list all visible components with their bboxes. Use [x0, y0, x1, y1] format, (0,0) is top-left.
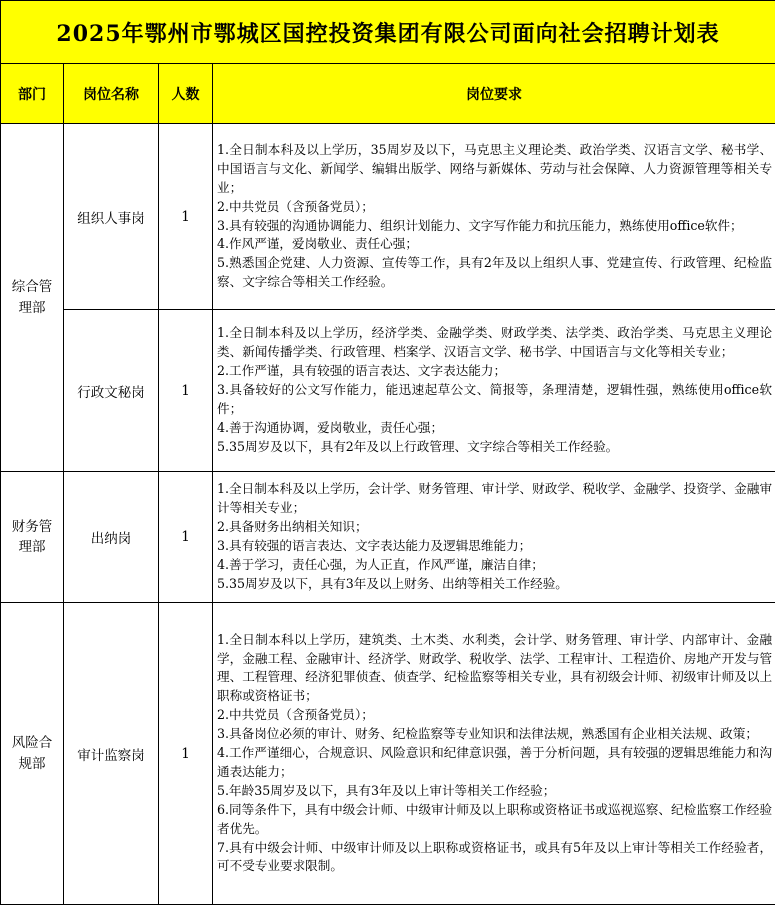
position-cell: 审计监察岗 [64, 603, 159, 905]
requirement-line: 3.具备较好的公文写作能力，能迅速起草公文、简报等，条理清楚，逻辑性强，熟练使用office软件； [217, 381, 772, 419]
dept-cell-risk: 风险合规部 [1, 603, 64, 905]
requirements-cell [213, 124, 775, 310]
requirement-line: 2.中共党员（含预备党员）； [217, 198, 772, 217]
header-count: 人数 [159, 64, 213, 124]
table-row [1, 124, 775, 310]
count-cell: 1 [159, 310, 213, 472]
count-cell: 1 [159, 124, 213, 310]
requirement-line: 5.年龄35周岁及以下，具有3年及以上审计等相关工作经验； [217, 782, 772, 801]
header-row [1, 64, 775, 124]
requirement-line: 3.具备岗位必须的审计、财务、纪检监察等专业知识和法律法规，熟悉国有企业相关法规、政策； [217, 725, 772, 744]
requirement-line: 5.熟悉国企党建、人力资源、宣传等工作，具有2年及以上组织人事、党建宣传、行政管理、纪检监察、文字综合等相关工作经验。 [217, 254, 772, 292]
requirement-line: 3.具有较强的沟通协调能力、组织计划能力、文字写作能力和抗压能力，熟练使用office软件； [217, 217, 772, 236]
requirements-cell [213, 603, 775, 905]
requirement-line: 4.工作严谨细心，合规意识、风险意识和纪律意识强，善于分析问题，具有较强的逻辑思维能力和沟通表达能力； [217, 744, 772, 782]
dept-cell-finance: 财务管理部 [1, 472, 64, 603]
requirement-line: 1.全日制本科及以上学历，经济学类、金融学类、财政学类、法学类、政治学类、马克思主义理论类、新闻传播学类、行政管理、档案学、汉语言文学、秘书学、中国语言与文化等相关专业； [217, 324, 772, 362]
header-position: 岗位名称 [64, 64, 159, 124]
header-dept: 部门 [1, 64, 64, 124]
requirement-line: 4.作风严谨，爱岗敬业、责任心强； [217, 235, 772, 254]
count-cell: 1 [159, 603, 213, 905]
table-row [1, 310, 775, 472]
table-row [1, 472, 775, 603]
requirement-line: 4.善于学习，责任心强，为人正直，作风严谨，廉洁自律； [217, 556, 772, 575]
requirements-cell [213, 310, 775, 472]
requirement-line: 2.具备财务出纳相关知识； [217, 518, 772, 537]
position-cell: 出纳岗 [64, 472, 159, 603]
requirements-cell [213, 472, 775, 603]
requirement-line: 1.全日制本科及以上学历，35周岁及以下，马克思主义理论类、政治学类、汉语言文学、秘书学、中国语言与文化、新闻学、编辑出版学、网络与新媒体、劳动与社会保障、人力资源管理等相关专业； [217, 141, 772, 198]
requirement-line: 6.同等条件下，具有中级会计师、中级审计师及以上职称或资格证书或巡视巡察、纪检监察工作经验者优先。 [217, 801, 772, 839]
table-row [1, 603, 775, 905]
header-requirements: 岗位要求 [213, 64, 775, 124]
requirement-line: 7.具有中级会计师、中级审计师及以上职称或资格证书，或具有5年及以上审计等相关工作经验者，可不受专业要求限制。 [217, 839, 772, 877]
requirement-line: 5.35周岁及以下，具有3年及以上财务、出纳等相关工作经验。 [217, 575, 772, 594]
position-cell: 行政文秘岗 [64, 310, 159, 472]
requirement-line: 5.35周岁及以下，具有2年及以上行政管理、文字综合等相关工作经验。 [217, 438, 772, 457]
table-title: 2025年鄂州市鄂城区国控投资集团有限公司面向社会招聘计划表 [1, 1, 775, 64]
requirement-line: 4.善于沟通协调，爱岗敬业，责任心强； [217, 419, 772, 438]
dept-cell-comprehensive: 综合管理部 [1, 124, 64, 472]
requirement-line: 1.全日制本科及以上学历，会计学、财务管理、审计学、财政学、税收学、金融学、投资学、金融审计等相关专业； [217, 480, 772, 518]
requirement-line: 3.具有较强的语言表达、文字表达能力及逻辑思维能力； [217, 537, 772, 556]
position-cell: 组织人事岗 [64, 124, 159, 310]
count-cell: 1 [159, 472, 213, 603]
requirement-line: 1.全日制本科以上学历，建筑类、土木类、水利类，会计学、财务管理、审计学、内部审计、金融学，金融工程、金融审计、经济学、财政学、税收学、法学、工程审计、工程造价、房地产开发与管理、工程管理、经济犯罪侦查、侦查学、纪检监察等相关专业，具有初级会计师、初级审计师及以上职称或资格证书； [217, 631, 772, 707]
requirement-line: 2.中共党员（含预备党员）； [217, 706, 772, 725]
requirement-line: 2.工作严谨，具有较强的语言表达、文字表达能力； [217, 362, 772, 381]
